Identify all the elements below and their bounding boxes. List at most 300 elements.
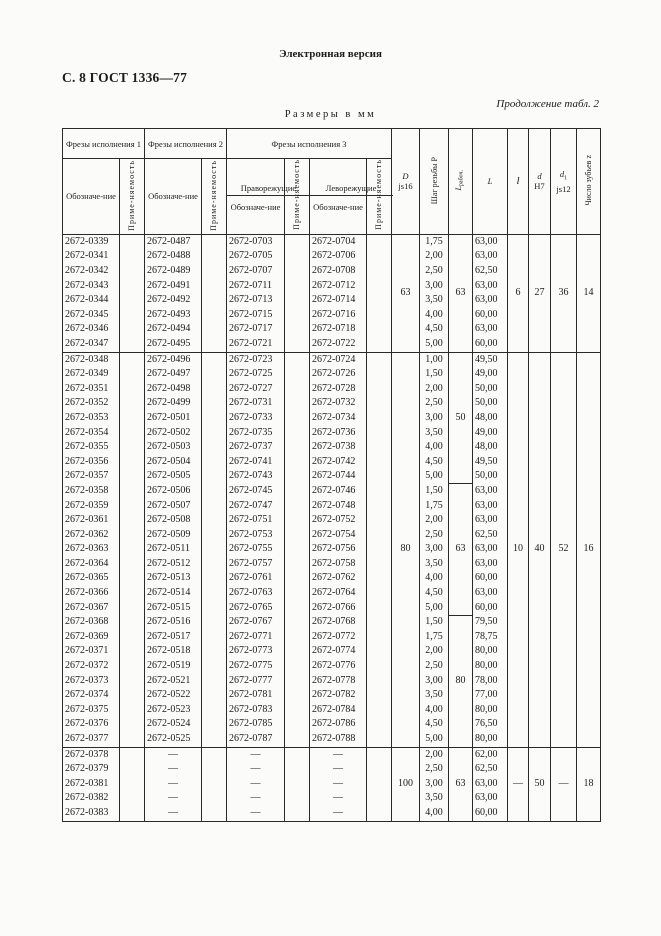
designation-v3-right: 2672-0725: [227, 367, 285, 382]
length-L: 62,50: [473, 528, 508, 543]
header-designation: Праворежущие Обозначе-ние: [227, 159, 285, 235]
applicability-v1: [120, 322, 145, 337]
applicability-v2: [202, 747, 227, 762]
designation-v3-left: 2672-0708: [310, 264, 367, 279]
dim-d1: —: [551, 747, 577, 821]
designation-v3-right: 2672-0765: [227, 601, 285, 616]
thread-pitch: 3,00: [420, 777, 449, 792]
designation-v1: 2672-0345: [63, 308, 120, 323]
applicability-v3-left: [367, 659, 392, 674]
applicability-v2: [202, 440, 227, 455]
designation-v3-right: —: [227, 806, 285, 821]
designation-v3-right: 2672-0785: [227, 717, 285, 732]
applicability-v1: [120, 426, 145, 441]
header-pitch: Шаг резьбы P: [420, 129, 449, 235]
applicability-v1: [120, 293, 145, 308]
designation-v2: 2672-0507: [145, 499, 202, 514]
length-L: 63,00: [473, 484, 508, 499]
designation-v2: 2672-0511: [145, 542, 202, 557]
applicability-v3-left: [367, 484, 392, 499]
header-d1: $d_1$ js12: [551, 129, 577, 235]
thread-pitch: 3,00: [420, 542, 449, 557]
designation-v2: 2672-0505: [145, 469, 202, 484]
length-L: 50,00: [473, 396, 508, 411]
designation-v3-left: 2672-0722: [310, 337, 367, 352]
dim-z: 14: [577, 234, 601, 352]
applicability-v2: [202, 762, 227, 777]
designation-v3-left: 2672-0766: [310, 601, 367, 616]
applicability-v3-right: [285, 762, 310, 777]
applicability-v1: [120, 382, 145, 397]
length-L: 79,50: [473, 615, 508, 630]
applicability-v2: [202, 630, 227, 645]
applicability-v2: [202, 279, 227, 294]
designation-v3-right: 2672-0757: [227, 557, 285, 572]
thread-pitch: 4,00: [420, 440, 449, 455]
designation-v1: 2672-0339: [63, 234, 120, 249]
length-L: 63,00: [473, 586, 508, 601]
applicability-v1: [120, 367, 145, 382]
thread-pitch: 1,75: [420, 499, 449, 514]
designation-v3-left: 2672-0782: [310, 688, 367, 703]
applicability-v1: [120, 732, 145, 747]
applicability-v3-right: [285, 630, 310, 645]
applicability-v3-left: [367, 747, 392, 762]
length-L: 49,00: [473, 367, 508, 382]
applicability-v2: [202, 528, 227, 543]
applicability-v3-left: [367, 337, 392, 352]
designation-v3-left: 2672-0788: [310, 732, 367, 747]
designation-v1: 2672-0362: [63, 528, 120, 543]
applicability-v3-left: [367, 528, 392, 543]
designation-v1: 2672-0366: [63, 586, 120, 601]
dim-l: 6: [508, 234, 529, 352]
applicability-v3-left: [367, 455, 392, 470]
designation-v1: 2672-0351: [63, 382, 120, 397]
applicability-v3-left: [367, 513, 392, 528]
applicability-v3-left: [367, 688, 392, 703]
designation-v2: 2672-0515: [145, 601, 202, 616]
applicability-v1: [120, 806, 145, 821]
applicability-v3-left: [367, 234, 392, 249]
designation-v3-right: 2672-0741: [227, 455, 285, 470]
designation-v2: 2672-0502: [145, 426, 202, 441]
table-row: [63, 352, 601, 367]
designation-v2: 2672-0514: [145, 586, 202, 601]
applicability-v3-right: [285, 732, 310, 747]
applicability-v1: [120, 411, 145, 426]
designation-v3-right: 2672-0767: [227, 615, 285, 630]
applicability-v3-right: [285, 644, 310, 659]
designation-v3-right: 2672-0783: [227, 703, 285, 718]
designation-v3-left: 2672-0742: [310, 455, 367, 470]
applicability-v1: [120, 234, 145, 249]
dim-l: 10: [508, 352, 529, 747]
designation-v3-right: 2672-0763: [227, 586, 285, 601]
designation-v1: 2672-0377: [63, 732, 120, 747]
length-L: 63,00: [473, 234, 508, 249]
thread-pitch: 1,50: [420, 367, 449, 382]
length-L: 48,00: [473, 411, 508, 426]
header-l: l: [508, 129, 529, 235]
thread-pitch: 4,00: [420, 703, 449, 718]
dim-z: 16: [577, 352, 601, 747]
designation-v3-left: 2672-0712: [310, 279, 367, 294]
designation-v3-left: —: [310, 747, 367, 762]
applicability-v2: [202, 513, 227, 528]
thread-pitch: 3,50: [420, 791, 449, 806]
applicability-v2: [202, 806, 227, 821]
designation-v3-right: 2672-0777: [227, 674, 285, 689]
designation-v3-left: 2672-0754: [310, 528, 367, 543]
thread-pitch: 1,75: [420, 234, 449, 249]
applicability-v2: [202, 717, 227, 732]
applicability-v3-left: [367, 717, 392, 732]
length-L: 63,00: [473, 791, 508, 806]
applicability-v3-right: [285, 293, 310, 308]
applicability-v1: [120, 484, 145, 499]
designation-v2: 2672-0504: [145, 455, 202, 470]
designation-v3-left: 2672-0752: [310, 513, 367, 528]
applicability-v2: [202, 484, 227, 499]
length-L: 62,00: [473, 747, 508, 762]
applicability-v1: [120, 688, 145, 703]
applicability-v1: [120, 279, 145, 294]
applicability-v3-right: [285, 659, 310, 674]
length-L: 63,00: [473, 249, 508, 264]
designation-v3-right: 2672-0735: [227, 426, 285, 441]
length-L: 63,00: [473, 542, 508, 557]
length-L: 80,00: [473, 644, 508, 659]
thread-pitch: 1,50: [420, 615, 449, 630]
applicability-v2: [202, 308, 227, 323]
applicability-v3-right: [285, 717, 310, 732]
applicability-v3-left: [367, 308, 392, 323]
applicability-v1: [120, 499, 145, 514]
applicability-v3-left: [367, 557, 392, 572]
cutter-dimensions-table: [62, 128, 601, 822]
applicability-v2: [202, 659, 227, 674]
length-L: 78,75: [473, 630, 508, 645]
designation-v3-left: 2672-0724: [310, 352, 367, 367]
designation-v2: —: [145, 777, 202, 792]
designation-v2: 2672-0509: [145, 528, 202, 543]
applicability-v3-right: [285, 703, 310, 718]
header-version-2: Фрезы исполнения 2: [145, 129, 227, 159]
working-length: 80: [449, 615, 473, 747]
designation-v3-left: 2672-0746: [310, 484, 367, 499]
dimensions-note: Размеры в мм: [284, 109, 377, 120]
applicability-v3-left: [367, 382, 392, 397]
designation-v3-right: 2672-0717: [227, 322, 285, 337]
length-L: 63,00: [473, 322, 508, 337]
designation-v3-right: 2672-0707: [227, 264, 285, 279]
applicability-v3-left: [367, 601, 392, 616]
designation-v2: 2672-0498: [145, 382, 202, 397]
applicability-v1: [120, 762, 145, 777]
applicability-v3-right: [285, 528, 310, 543]
header-right-cutting: Праворежущие: [226, 181, 311, 196]
applicability-v3-right: [285, 234, 310, 249]
designation-v3-right: 2672-0703: [227, 234, 285, 249]
designation-v3-right: 2672-0787: [227, 732, 285, 747]
designation-v3-left: 2672-0726: [310, 367, 367, 382]
applicability-v3-left: [367, 499, 392, 514]
length-L: 49,50: [473, 352, 508, 367]
applicability-v3-left: [367, 791, 392, 806]
thread-pitch: 2,00: [420, 747, 449, 762]
applicability-v1: [120, 659, 145, 674]
length-L: 49,00: [473, 426, 508, 441]
header-applicability: Примe-няемость: [202, 159, 227, 235]
applicability-v2: [202, 557, 227, 572]
designation-v1: 2672-0342: [63, 264, 120, 279]
applicability-v3-left: [367, 777, 392, 792]
designation-v3-left: 2672-0774: [310, 644, 367, 659]
applicability-v2: [202, 615, 227, 630]
applicability-v2: [202, 586, 227, 601]
diameter-D: 63: [392, 234, 420, 352]
applicability-v3-right: [285, 426, 310, 441]
designation-v2: 2672-0512: [145, 557, 202, 572]
thread-pitch: 4,50: [420, 717, 449, 732]
designation-v3-right: 2672-0721: [227, 337, 285, 352]
applicability-v3-left: [367, 249, 392, 264]
applicability-v3-left: [367, 264, 392, 279]
designation-v3-right: 2672-0751: [227, 513, 285, 528]
applicability-v3-right: [285, 322, 310, 337]
designation-v3-left: 2672-0736: [310, 426, 367, 441]
designation-v1: 2672-0375: [63, 703, 120, 718]
applicability-v3-right: [285, 542, 310, 557]
designation-v3-right: —: [227, 762, 285, 777]
applicability-v1: [120, 791, 145, 806]
thread-pitch: 2,00: [420, 513, 449, 528]
applicability-v3-right: [285, 777, 310, 792]
applicability-v2: [202, 703, 227, 718]
length-L: 62,50: [473, 264, 508, 279]
designation-v2: 2672-0493: [145, 308, 202, 323]
designation-v3-right: 2672-0775: [227, 659, 285, 674]
applicability-v3-right: [285, 557, 310, 572]
applicability-v2: [202, 542, 227, 557]
applicability-v3-left: [367, 411, 392, 426]
designation-v1: 2672-0382: [63, 791, 120, 806]
designation-v3-right: —: [227, 747, 285, 762]
applicability-v1: [120, 717, 145, 732]
length-L: 60,00: [473, 601, 508, 616]
applicability-v3-right: [285, 484, 310, 499]
designation-v3-left: 2672-0738: [310, 440, 367, 455]
applicability-v1: [120, 455, 145, 470]
applicability-v3-right: [285, 469, 310, 484]
applicability-v1: [120, 777, 145, 792]
designation-v1: 2672-0367: [63, 601, 120, 616]
designation-v3-left: 2672-0748: [310, 499, 367, 514]
applicability-v3-right: [285, 352, 310, 367]
length-L: 50,00: [473, 469, 508, 484]
applicability-v3-left: [367, 542, 392, 557]
working-length: 63: [449, 234, 473, 352]
header-l-working: $L_{рабоч.}$: [449, 129, 473, 235]
applicability-v2: [202, 293, 227, 308]
designation-v2: 2672-0525: [145, 732, 202, 747]
designation-v2: 2672-0518: [145, 644, 202, 659]
designation-v1: 2672-0355: [63, 440, 120, 455]
designation-v3-left: —: [310, 806, 367, 821]
thread-pitch: 5,00: [420, 337, 449, 352]
length-L: 80,00: [473, 659, 508, 674]
designation-v2: 2672-0494: [145, 322, 202, 337]
header-designation: Обозначе-ние: [63, 159, 120, 235]
applicability-v3-left: [367, 469, 392, 484]
designation-v3-left: 2672-0728: [310, 382, 367, 397]
thread-pitch: 3,00: [420, 674, 449, 689]
applicability-v3-left: [367, 440, 392, 455]
designation-v2: 2672-0522: [145, 688, 202, 703]
working-length: 63: [449, 484, 473, 615]
applicability-v1: [120, 513, 145, 528]
designation-v3-right: 2672-0733: [227, 411, 285, 426]
length-L: 77,00: [473, 688, 508, 703]
designation-v3-left: 2672-0706: [310, 249, 367, 264]
designation-v1: 2672-0373: [63, 674, 120, 689]
thread-pitch: 3,50: [420, 557, 449, 572]
designation-v2: 2672-0524: [145, 717, 202, 732]
designation-v3-right: 2672-0737: [227, 440, 285, 455]
designation-v3-right: 2672-0705: [227, 249, 285, 264]
designation-v1: 2672-0378: [63, 747, 120, 762]
applicability-v2: [202, 455, 227, 470]
table-body: [63, 234, 601, 821]
applicability-v3-right: [285, 499, 310, 514]
length-L: 62,50: [473, 762, 508, 777]
applicability-v1: [120, 571, 145, 586]
applicability-v2: [202, 234, 227, 249]
designation-v2: 2672-0497: [145, 367, 202, 382]
header-applicability: Примe-няемость: [120, 159, 145, 235]
dim-d1: 52: [551, 352, 577, 747]
thread-pitch: 1,50: [420, 484, 449, 499]
dim-d: 50: [529, 747, 551, 821]
applicability-v3-right: [285, 249, 310, 264]
applicability-v2: [202, 396, 227, 411]
applicability-v1: [120, 557, 145, 572]
designation-v3-right: 2672-0773: [227, 644, 285, 659]
applicability-v3-left: [367, 426, 392, 441]
applicability-v3-right: [285, 571, 310, 586]
designation-v2: 2672-0506: [145, 484, 202, 499]
applicability-v3-left: [367, 367, 392, 382]
designation-v2: 2672-0489: [145, 264, 202, 279]
thread-pitch: 3,00: [420, 411, 449, 426]
thread-pitch: 2,50: [420, 396, 449, 411]
designation-v3-right: —: [227, 791, 285, 806]
length-L: 63,00: [473, 557, 508, 572]
designation-v1: 2672-0346: [63, 322, 120, 337]
designation-v3-left: 2672-0716: [310, 308, 367, 323]
thread-pitch: 2,50: [420, 528, 449, 543]
designation-v1: 2672-0369: [63, 630, 120, 645]
applicability-v1: [120, 747, 145, 762]
applicability-v3-left: [367, 644, 392, 659]
applicability-v3-left: [367, 674, 392, 689]
dim-d1: 36: [551, 234, 577, 352]
dim-d: 40: [529, 352, 551, 747]
applicability-v1: [120, 601, 145, 616]
applicability-v3-right: [285, 615, 310, 630]
length-L: 76,50: [473, 717, 508, 732]
thread-pitch: 2,50: [420, 264, 449, 279]
designation-v2: 2672-0521: [145, 674, 202, 689]
designation-v2: 2672-0501: [145, 411, 202, 426]
applicability-v2: [202, 601, 227, 616]
thread-pitch: 3,50: [420, 293, 449, 308]
dim-l: —: [508, 747, 529, 821]
thread-pitch: 4,00: [420, 571, 449, 586]
header-applicability: Примe-няемость: [367, 159, 392, 235]
applicability-v1: [120, 630, 145, 645]
dim-d: 27: [529, 234, 551, 352]
designation-v1: 2672-0358: [63, 484, 120, 499]
applicability-v3-right: [285, 601, 310, 616]
applicability-v3-right: [285, 367, 310, 382]
designation-v2: 2672-0519: [145, 659, 202, 674]
designation-v3-right: 2672-0745: [227, 484, 285, 499]
designation-v3-left: 2672-0718: [310, 322, 367, 337]
thread-pitch: 3,50: [420, 426, 449, 441]
header-teeth: Число зубьев z: [577, 129, 601, 235]
thread-pitch: 5,00: [420, 469, 449, 484]
applicability-v2: [202, 322, 227, 337]
header-designation: Леворежущие Обозначе-ние: [310, 159, 367, 235]
applicability-v3-right: [285, 791, 310, 806]
length-L: 63,00: [473, 499, 508, 514]
designation-v3-left: 2672-0744: [310, 469, 367, 484]
designation-v1: 2672-0341: [63, 249, 120, 264]
header-designation: Обозначе-ние: [145, 159, 202, 235]
thread-pitch: 2,00: [420, 382, 449, 397]
applicability-v3-left: [367, 586, 392, 601]
header-left-cutting: Леворежущие: [309, 181, 393, 196]
working-length: 63: [449, 747, 473, 821]
designation-v1: 2672-0368: [63, 615, 120, 630]
length-L: 49,50: [473, 455, 508, 470]
applicability-v3-left: [367, 630, 392, 645]
applicability-v1: [120, 542, 145, 557]
designation-v1: 2672-0348: [63, 352, 120, 367]
thread-pitch: 4,50: [420, 586, 449, 601]
designation-v1: 2672-0356: [63, 455, 120, 470]
designation-v1: 2672-0349: [63, 367, 120, 382]
length-L: 63,00: [473, 513, 508, 528]
applicability-v2: [202, 732, 227, 747]
applicability-v2: [202, 249, 227, 264]
thread-pitch: 4,00: [420, 806, 449, 821]
designation-v3-right: 2672-0771: [227, 630, 285, 645]
length-L: 60,00: [473, 571, 508, 586]
thread-pitch: 2,00: [420, 644, 449, 659]
applicability-v3-right: [285, 337, 310, 352]
top-note: Электронная версия: [279, 48, 382, 60]
designation-v3-left: 2672-0762: [310, 571, 367, 586]
applicability-v3-left: [367, 615, 392, 630]
table-continuation-label: Продолжение табл. 2: [496, 98, 599, 110]
designation-v1: 2672-0343: [63, 279, 120, 294]
designation-v3-left: 2672-0756: [310, 542, 367, 557]
header-D: D js16: [392, 129, 420, 235]
applicability-v3-left: [367, 571, 392, 586]
